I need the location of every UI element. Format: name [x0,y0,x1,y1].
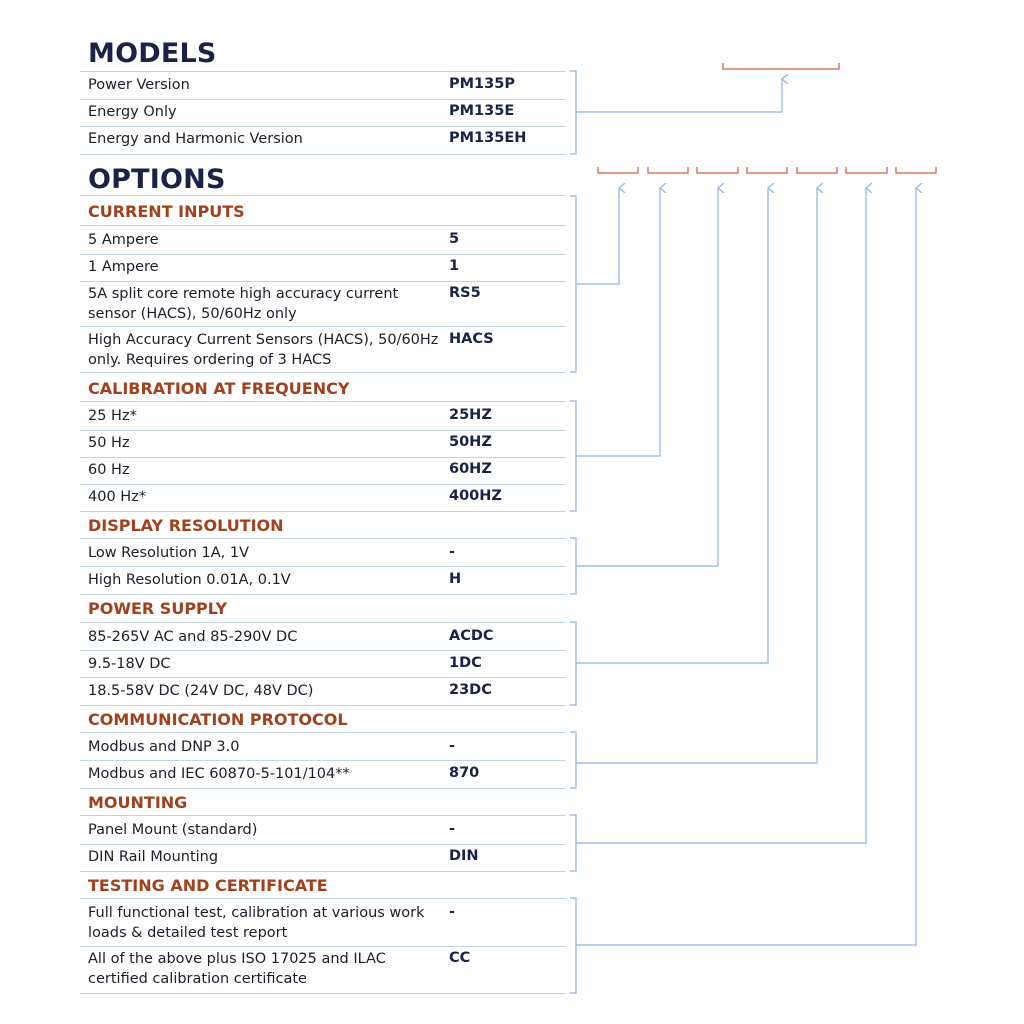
section-title-calibration: CALIBRATION AT FREQUENCY [88,379,350,398]
bracket-power-supply [570,622,576,705]
connector-models [576,79,782,112]
connector-calibration [576,188,660,456]
section-title-communication: COMMUNICATION PROTOCOL [88,710,348,729]
option-label: 85-265V AC and 85-290V DC [88,629,298,645]
option-label: DIN Rail Mounting [88,849,219,865]
connector-testing [576,188,916,945]
section-title-mounting: MOUNTING [88,793,188,812]
bracket-testing [570,898,576,993]
order-slot-mounting [846,167,887,173]
option-label: 1 Ampere [88,259,159,275]
option-code: DIN [449,848,479,864]
connector-mounting [576,188,866,843]
option-label: 5 Ampere [88,232,159,248]
divider [80,372,566,373]
section-title-current-inputs: CURRENT INPUTS [88,202,245,221]
option-label: All of the above plus ISO 17025 and ILAC certified calibration certificate [88,951,386,987]
divider [80,538,566,539]
divider [80,815,566,816]
option-code: - [449,544,456,560]
model-row-energy [80,103,566,125]
option-label: 60 Hz [88,462,130,478]
divider [80,225,566,226]
bracket-current-inputs [570,196,576,372]
option-code: 1 [449,258,460,274]
option-label: Full functional test, calibration at various work loads & detailed test report [88,905,425,941]
option-code: 400HZ [449,488,502,504]
section-title-power-supply: POWER SUPPLY [88,599,228,618]
option-code: ACDC [449,628,494,644]
model-code: PM135P [449,76,515,92]
divider [80,788,566,789]
option-label: Modbus and DNP 3.0 [88,739,240,755]
option-label: 25 Hz* [88,408,137,424]
option-label: Low Resolution 1A, 1V [88,545,250,561]
option-label: Modbus and IEC 60870-5-101/104** [88,766,350,782]
bracket-communication [570,732,576,788]
option-code: RS5 [449,285,481,301]
divider [80,898,566,899]
divider [80,511,566,512]
divider [80,594,566,595]
divider [80,430,566,431]
divider [80,99,566,100]
divider [80,650,566,651]
divider [80,154,566,155]
option-code: 60HZ [449,461,492,477]
model-code: PM135E [449,103,515,119]
order-slot-model [723,63,839,69]
option-label: High Accuracy Current Sensors (HACS), 50/60Hz only. Requires ordering of 3 HACS [88,332,439,368]
order-slot-display-resolution [697,167,738,173]
connector-communication [576,188,817,763]
option-label: High Resolution 0.01A, 0.1V [88,572,291,588]
divider [80,760,566,761]
divider [80,484,566,485]
divider [80,871,566,872]
option-code: 50HZ [449,434,492,450]
section-title-display-resolution: DISPLAY RESOLUTION [88,516,284,535]
divider [80,622,566,623]
divider [80,993,566,994]
model-label: Energy and Harmonic Version [88,131,303,147]
bracket-display-resolution [570,538,576,594]
divider [80,71,566,72]
order-slot-power-supply [747,167,787,173]
section-title-testing: TESTING AND CERTIFICATE [88,876,328,895]
divider [80,254,566,255]
option-label: 50 Hz [88,435,130,451]
bracket-calibration [570,401,576,511]
option-label: 9.5-18V DC [88,656,171,672]
divider [80,732,566,733]
divider [80,195,566,196]
divider [80,126,566,127]
model-label: Energy Only [88,104,177,120]
option-code: 25HZ [449,407,492,423]
divider [80,946,566,947]
options-heading: OPTIONS [88,164,226,195]
order-slot-calibration [648,167,688,173]
model-row-harmonic [80,130,566,152]
order-slot-testing [896,167,936,173]
divider [80,326,566,327]
option-code: HACS [449,331,494,347]
connector-power-supply [576,188,768,663]
option-code: - [449,738,456,754]
divider [80,401,566,402]
models-heading: MODELS [88,38,217,69]
option-label: 5A split core remote high accuracy current sensor (HACS), 50/60Hz only [88,286,399,322]
option-code: 870 [449,765,480,781]
option-label: 18.5-58V DC (24V DC, 48V DC) [88,683,314,699]
divider [80,457,566,458]
connector-current-inputs [576,188,619,284]
connector-display-resolution [576,188,718,566]
bracket-models [570,71,576,154]
model-row-power [80,76,566,98]
option-code: 23DC [449,682,492,698]
divider [80,677,566,678]
bracket-mounting [570,815,576,871]
divider [80,281,566,282]
order-slot-current-inputs [598,167,638,173]
option-label: Panel Mount (standard) [88,822,258,838]
model-code: PM135EH [449,130,527,146]
model-label: Power Version [88,77,190,93]
option-code: - [449,904,456,920]
divider [80,566,566,567]
order-slot-communication [797,167,837,173]
divider [80,705,566,706]
option-code: H [449,571,462,587]
option-label: 400 Hz* [88,489,147,505]
option-code: - [449,821,456,837]
option-code: 1DC [449,655,482,671]
option-code: 5 [449,231,460,247]
option-code: CC [449,950,471,966]
divider [80,844,566,845]
